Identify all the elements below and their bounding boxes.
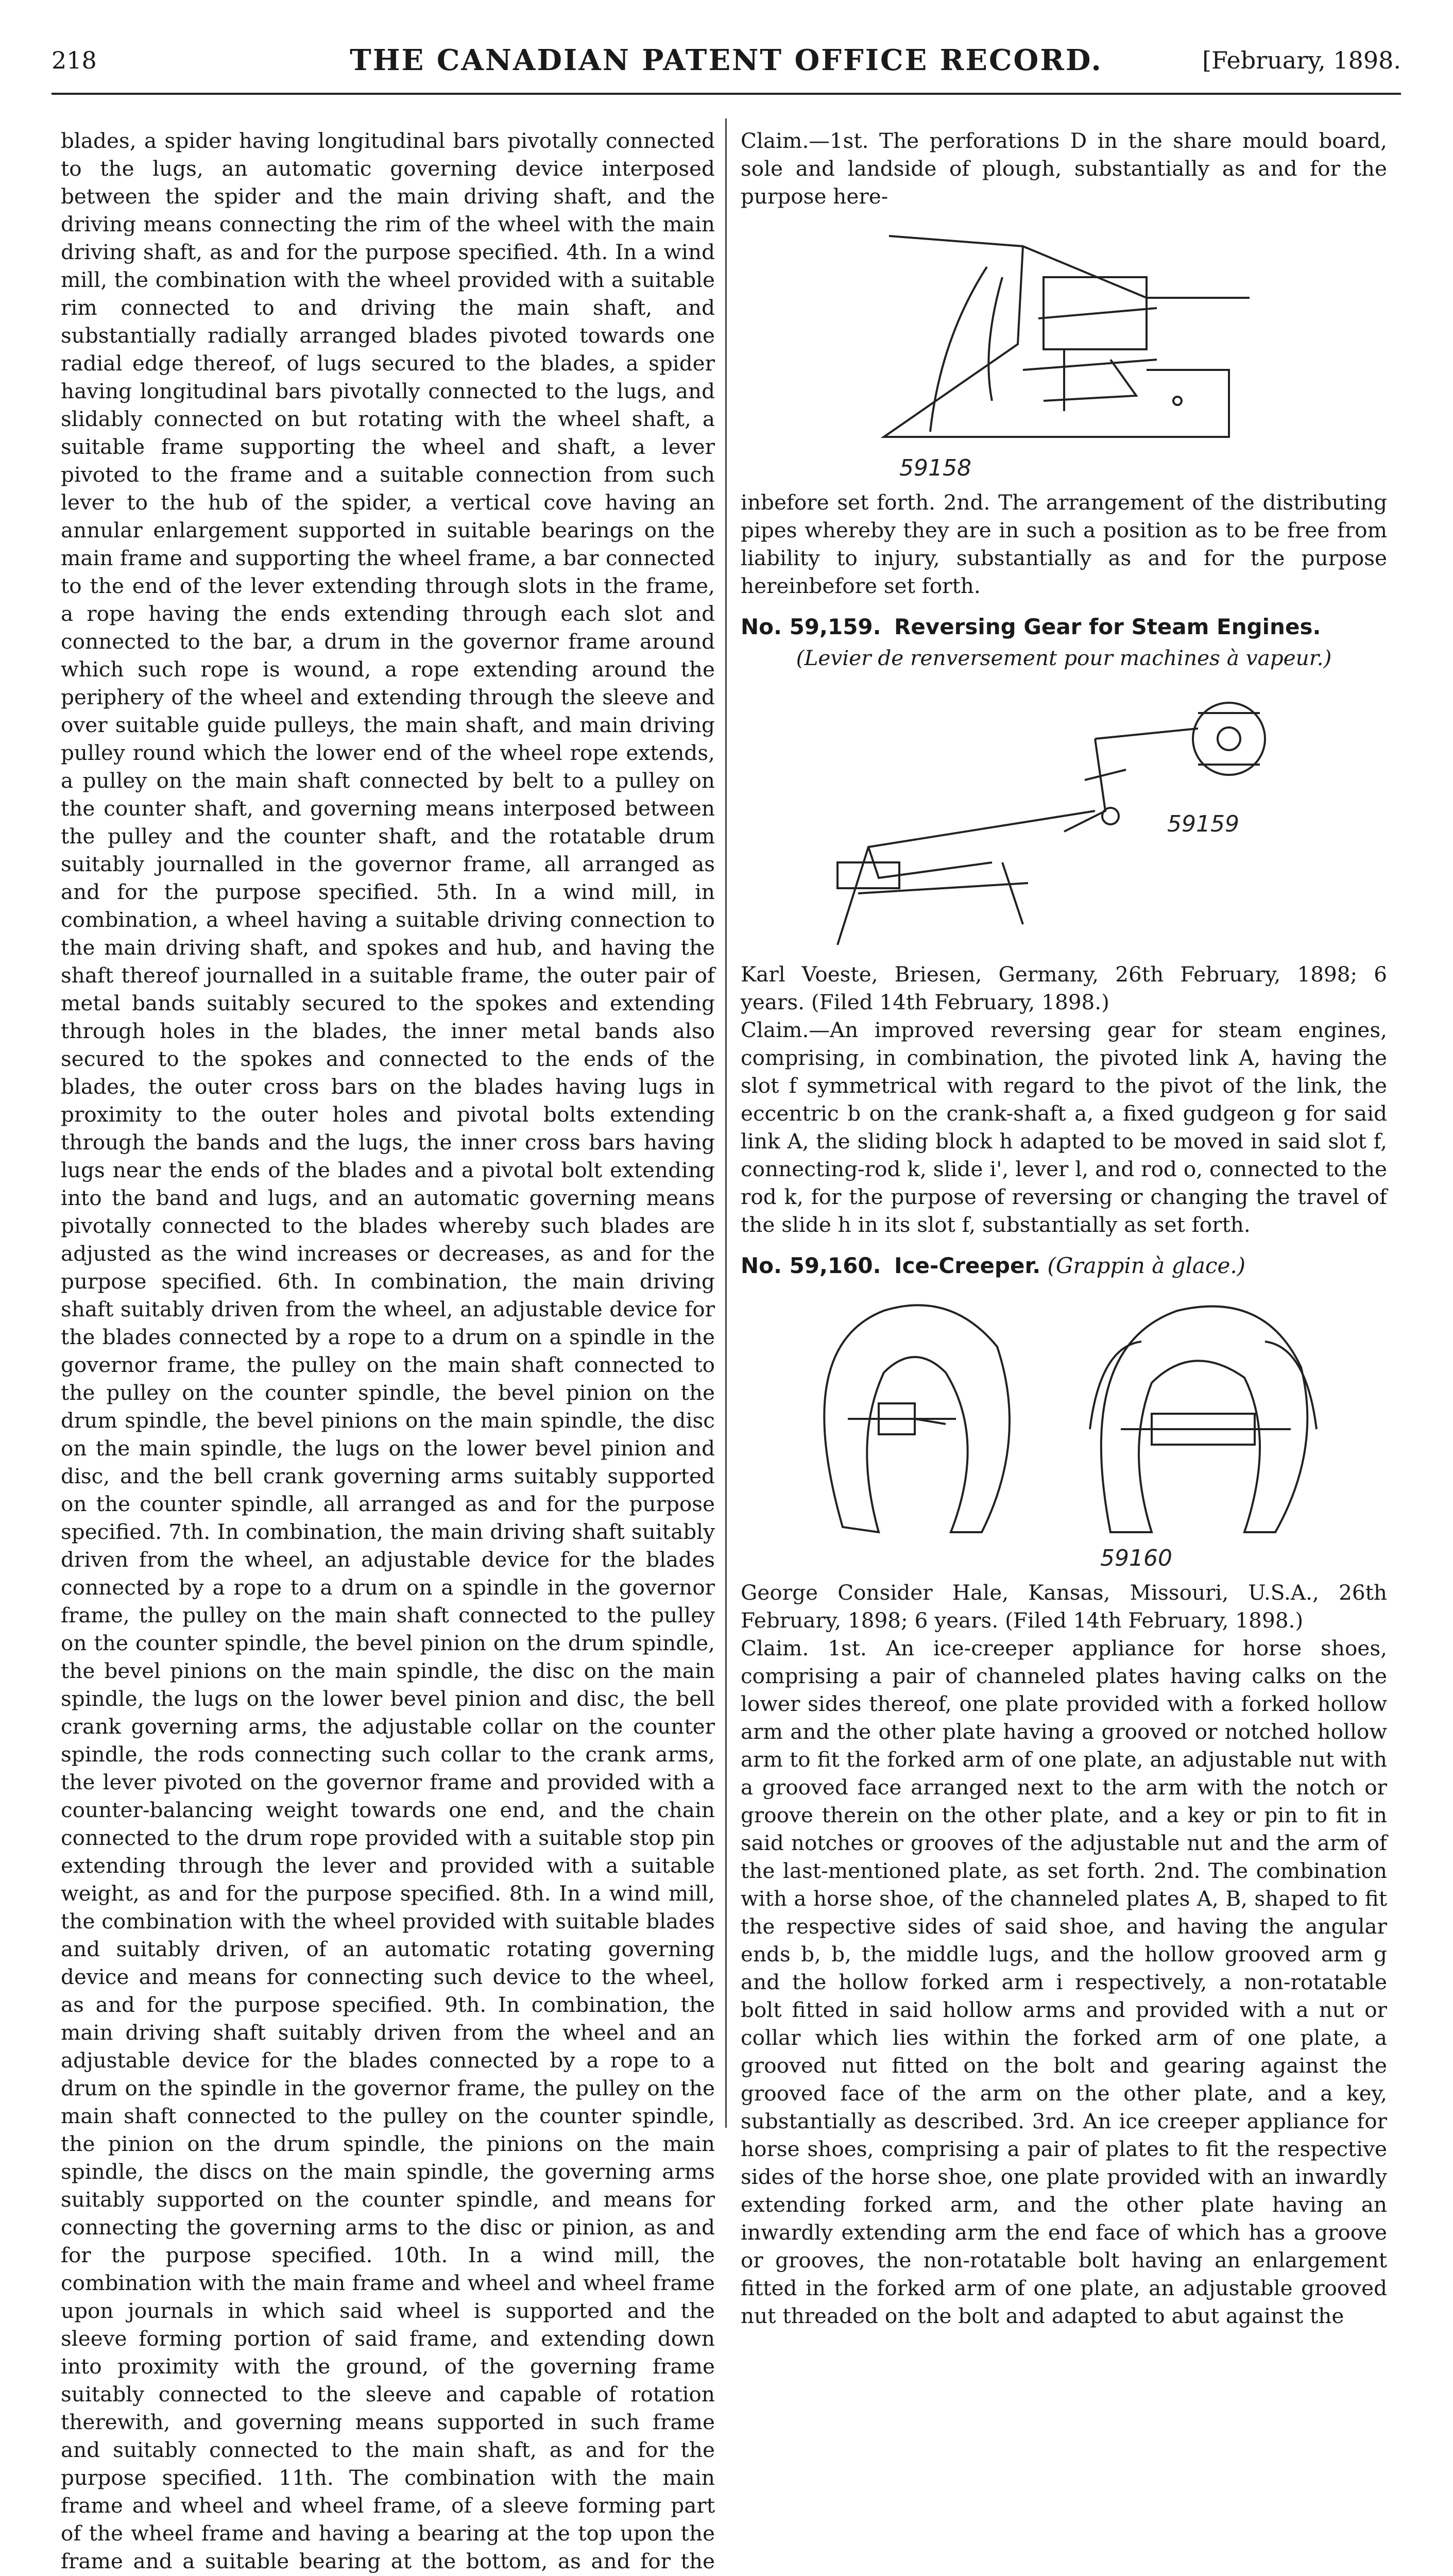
page-number: 218 — [52, 46, 97, 74]
patent-59159-inventor: Karl Voeste, Briesen, Germany, 26th February, 1898; 6 years. (Filed 14th February, 1898.) — [741, 962, 1387, 1014]
page-title: THE CANADIAN PATENT OFFICE RECORD. — [350, 43, 1103, 77]
left-column — [61, 127, 715, 2576]
patent-title: Ice-Creeper. — [894, 1253, 1041, 1278]
patent-59160-heading — [741, 1252, 1387, 1280]
patent-59158-claim-part2: inbefore set forth. 2nd. The arrangement of the distributing pipes whereby they are in such a position as to be free from liability to injury, substantially as and for the purpose hereinbefore set forth. — [741, 490, 1387, 598]
reversing-gear-figure — [807, 677, 1322, 955]
plough-figure — [868, 215, 1260, 483]
ice-creeper-figure — [781, 1285, 1347, 1573]
issue-date: [February, 1898. — [1202, 46, 1401, 74]
patent-59160-inventor: George Consider Hale, Kansas, Missouri, U.S.A., 26th February, 1898; 6 years. (Filed 14th February, 1898.) — [741, 1580, 1387, 1633]
patent-59159-french-title: (Levier de renversement pour machines à vapeur.) — [796, 646, 1332, 670]
column-divider — [725, 118, 727, 2128]
patent-59159-claim: Claim.—An improved reversing gear for steam engines, comprising, in combination, the pivoted link A, having the slot f symmetrical with regard to the pivot of the link, the eccentric b on the crank-shaft a, a fixed gudgeon g for said link A, the sliding block h adapted to be moved in said slot f, connecting-rod k, slide i', lever l, and rod o, connected to the rod k, for the purpose of reversing or changing the travel of the slide h in its slot f, substantially as set forth. — [741, 1018, 1387, 1237]
right-column — [741, 127, 1387, 2330]
patent-59158-claim-part1: Claim.—1st. The perforations D in the share mould board, sole and landside of plough, substantially as and for the purpose here- — [741, 128, 1387, 209]
header-rule — [52, 93, 1401, 95]
page-header — [52, 43, 1401, 93]
ice-creeper-figure-caption: 59160 — [1100, 1545, 1172, 1571]
patent-french-title: (Grappin à glace.) — [1047, 1253, 1246, 1278]
patent-number: No. 59,160. — [741, 1253, 881, 1278]
patent-title: Reversing Gear for Steam Engines. — [894, 614, 1321, 639]
patent-number: No. 59,159. — [741, 614, 881, 639]
patent-59160-claim: Claim. 1st. An ice-creeper appliance for horse shoes, comprising a pair of channeled plates having calks on the lower sides thereof, one plate provided with a forked hollow arm and the other plate having a grooved or notched hollow arm to fit the forked arm of one plate, an adjustable nut with a grooved face arranged next to the arm with the notch or groove therein on the other plate, and a key or pin to fit in said notches or grooves of the adjustable nut and the arm of the last-mentioned plate, as set forth. 2nd. The combination with a horse shoe, of the channeled plates A, B, shaped to fit the respective sides of said shoe, and having the angular ends b, b, the middle lugs, and the hollow grooved arm g and the hollow forked arm i respectively, a non-rotatable bolt fitted in said hollow arms and provided with a nut or collar which lies within the forked arm of one plate, a grooved nut fitted on the bolt and gearing against the grooved face of the arm on the other plate, and a key, substantially as described. 3rd. An ice creeper appliance for horse shoes, comprising a pair of plates to fit the respective sides of the horse shoe, one plate provided with an inwardly extending forked arm, and the other plate having an inwardly extending arm the end face of which has a groove or grooves, the non-rotatable bolt having an enlargement fitted in the forked arm of one plate, an adjustable grooved nut threaded on the bolt and adapted to abut against the — [741, 1636, 1387, 2328]
reversing-gear-figure-caption: 59159 — [1167, 811, 1239, 837]
patent-59159-heading — [741, 613, 1387, 641]
windmill-claims-text: blades, a spider having longitudinal bars pivotally connected to the lugs, an automatic governing device interposed between the spider and the main driving shaft, and the driving means connecting the rim of the wheel with the main driving shaft, as and for the purpose specified. 4th. In a wind mill, the combination with the wheel provided with a suitable rim connected to and driving the main shaft, and substantially radially arranged blades pivoted towards one radial edge thereof, of lugs secured to the blades, a spider having longitudinal bars pivotally connected to the lugs, and slidably connected on but rotating with the wheel shaft, a suitable frame supporting the wheel and shaft, a lever pivoted to the frame and a suitable connection from such lever to the hub of the spider, a vertical cove having an annular enlargement supported in suitable bearings on the main frame and supporting the wheel frame, a bar connected to the end of the lever extending through slots in the frame, a rope having the ends extending through each slot and connected to the bar, a drum in the governor frame around which such rope is wound, a rope extending around the periphery of the wheel and extending through the sleeve and over suitable guide pulleys, the main shaft, and main driving pulley round which the lower end of the wheel rope extends, a pulley on the main shaft connected by belt to a pulley on the counter shaft, and governing means interposed between the pulley and the counter shaft, and the rotatable drum suitably journalled in the governor frame, all arranged as and for the purpose specified. 5th. In a wind mill, in combination, a wheel having a suitable driving connection to the main driving shaft, and spokes and hub, and having the shaft thereof journalled in a suitable frame, the outer pair of metal bands suitably secured to the spokes and extending through holes in the blades, the inner metal bands also secured to the spokes and connected to the ends of the blades, the outer cross bars on the blades having lugs in proximity to the outer holes and pivotal bolts extending through the bands and the lugs, the inner cross bars having lugs near the ends of the blades and a pivotal bolt extending into the band and lugs, and an automatic governing means pivotally connected to the blades whereby such blades are adjusted as the wind increases or decreases, as and for the purpose specified. 6th. In combination, the main driving shaft suitably driven from the wheel, an adjustable device for the blades connected by a rope to a drum on a spindle in the governor frame, the pulley on the main shaft connected to the pulley on the counter spindle, the bevel pinion on the drum spindle, the bevel pinions on the main spindle, the disc on the main spindle, the lugs on the lower bevel pinion and disc, and the bell crank governing arms suitably supported on the counter spindle, all arranged as and for the purpose specified. 7th. In combination, the main driving shaft suitably driven from the wheel, an adjustable device for the blades connected by a rope to a drum on a spindle in the governor frame, the pulley on the main shaft connected to the pulley on the counter spindle, the bevel pinion on the drum spindle, the bevel pinions on the main spindle, the disc on the main spindle, the lugs on the lower bevel pinion and disc, the bell crank governing arms, the adjustable collar on the counter spindle, the rods connecting such collar to the crank arms, the lever pivoted on the governor frame and provided with a counter-balancing weight towards one end, and the chain connected to the drum rope provided with a suitable stop pin extending through the lever and provided with a suitable weight, as and for the purpose specified. 8th. In a wind mill, the combination with the wheel provided with suitable blades and suitably driven, of an automatic rotating governing device and means for connecting such device to the wheel, as and for the purpose specified. 9th. In combination, the main driving shaft suitably driven from the wheel and an adjustable device for the blades connected by a rope to a drum on the spindle in the governor frame, the pulley on the main shaft connected to the pulley on the counter spindle, the pinion on the drum spindle, the pinions on the main spindle, the discs on the main spindle, the governing arms suitably supported on the counter spindle, and means for connecting the governing arms to the disc or pinion, as and for the purpose specified. 10th. In a wind mill, the combination with the main frame and wheel and wheel frame upon journals in which said wheel is supported and the sleeve forming portion of said frame, and extending down into proximity with the ground, of the governing frame suitably connected to the sleeve and capable of rotation therewith, and governing means supported in such frame and suitably connected to the main shaft, as and for the purpose specified. 11th. The combination with the main frame and wheel and wheel frame, of a sleeve forming part of the wheel frame and having a bearing at the top upon the frame and a suitable bearing at the bottom, as and for the — [61, 128, 715, 2573]
plough-figure-caption: 59158 — [899, 455, 971, 481]
